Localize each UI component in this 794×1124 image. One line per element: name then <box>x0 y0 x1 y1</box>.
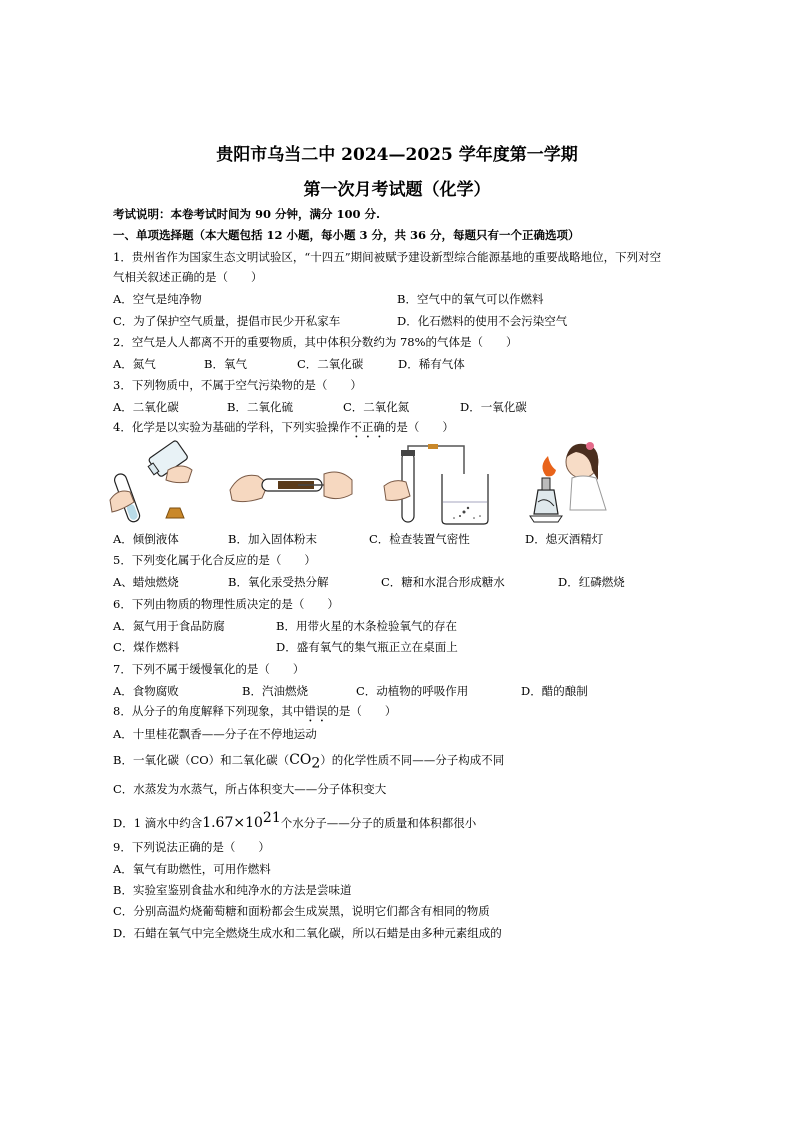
question-8-stem <box>113 704 396 725</box>
question-1-stem-line2: 气相关叙述正确的是（ ） <box>113 270 263 284</box>
question-7-option-c: C．动植物的呼吸作用 <box>356 684 469 698</box>
question-8-option-a: A．十里桂花飘香——分子在不停地运动 <box>113 727 317 741</box>
question-4-option-c: C．检查装置气密性 <box>369 532 470 546</box>
question-6-option-a: A．氮气用于食品防腐 <box>113 619 225 633</box>
question-8-option-d <box>113 811 476 830</box>
question-3-option-c: C．二氧化氮 <box>343 400 410 414</box>
exam-instructions: 考试说明：本卷考试时间为 90 分钟，满分 100 分. <box>113 207 381 221</box>
question-8-emphasis: 错误 <box>304 704 328 718</box>
question-6-option-c: C．煤作燃料 <box>113 640 180 654</box>
question-7-option-d: D．醋的酿制 <box>521 684 588 698</box>
exam-subtitle: 第一次月考试题（化学） <box>303 180 491 200</box>
question-5-option-b: B．氧化汞受热分解 <box>228 575 329 589</box>
question-3-stem: 3．下列物质中，不属于空气污染物的是（ ） <box>113 378 362 392</box>
question-8-option-b-end: ）的化学性质不同——分子构成不同 <box>320 753 505 767</box>
exam-title: 贵阳市乌当二中 2024—2025 学年度第一学期 <box>216 145 578 165</box>
question-1-option-a: A．空气是纯净物 <box>113 292 202 306</box>
co2-formula: CO <box>289 752 312 768</box>
question-4-option-b: B．加入固体粉末 <box>228 532 317 546</box>
question-1-stem-line1: 1．贵州省作为国家生态文明试验区，“十四五”期间被赋予建设新型综合能源基地的重要战略地位，下列对空 <box>113 250 662 264</box>
question-4-emphasis: 不正确 <box>350 420 385 434</box>
question-4-stem-text: 4．化学是以实验为基础的学科，下列实验操作 <box>113 420 351 434</box>
question-2-stem: 2．空气是人人都离不开的重要物质，其中体积分数约为 78%的气体是（ ） <box>113 335 518 349</box>
question-7-stem: 7．下列不属于缓慢氧化的是（ ） <box>113 662 305 676</box>
question-9-option-d: D．石蜡在氧气中完全燃烧生成水和二氧化碳，所以石蜡是由多种元素组成的 <box>113 926 502 940</box>
question-7-option-a: A．食物腐败 <box>113 684 179 698</box>
question-5-option-d: D．红磷燃烧 <box>558 575 625 589</box>
question-2-option-c: C．二氧化碳 <box>297 357 364 371</box>
question-5-option-c: C．糖和水混合形成糖水 <box>381 575 505 589</box>
question-8-option-d-text: D．1 滴水中约含 <box>113 815 203 830</box>
section-heading: 一、单项选择题（本大题包括 12 小题，每小题 3 分，共 36 分，每题只有一个正确选项） <box>113 228 580 242</box>
question-4-option-d: D．熄灭酒精灯 <box>525 532 604 546</box>
question-5-option-a: A、蜡烛燃烧 <box>113 575 179 589</box>
co2-subscript: 2 <box>311 755 321 772</box>
question-8-option-b-text: B．一氧化碳（CO）和二氧化碳（ <box>113 753 290 767</box>
question-9-option-c: C．分别高温灼烧葡萄糖和面粉都会生成炭黑，说明它们都含有相同的物质 <box>113 904 490 918</box>
airtightness-check-illustration <box>380 444 490 526</box>
question-4-stem <box>113 420 454 441</box>
question-9-option-b: B．实验室鉴别食盐水和纯净水的方法是尝味道 <box>113 883 352 897</box>
question-9-stem: 9．下列说法正确的是（ ） <box>113 840 270 854</box>
question-6-option-d: D．盛有氧气的集气瓶正立在桌面上 <box>276 640 458 654</box>
pour-liquid-illustration <box>108 440 198 528</box>
question-1-option-b: B．空气中的氧气可以作燃料 <box>397 292 544 306</box>
question-5-stem: 5．下列变化属于化合反应的是（ ） <box>113 553 316 567</box>
molecule-count-exponent: 21 <box>262 810 281 826</box>
question-9-option-a: A．氧气有助燃性，可用作燃料 <box>113 862 271 876</box>
question-6-option-b: B．用带火星的木条检验氧气的存在 <box>276 619 457 633</box>
question-1-option-c: C．为了保护空气质量，提倡市民少开私家车 <box>113 314 341 328</box>
question-8-stem-end: 的是（ ） <box>327 704 397 718</box>
question-8-option-b <box>113 753 504 770</box>
question-8-option-c: C．水蒸发为水蒸气，所占体积变大——分子体积变大 <box>113 782 387 796</box>
question-2-option-b: B．氧气 <box>204 357 247 371</box>
question-2-option-a: A．氮气 <box>113 357 156 371</box>
question-6-stem: 6．下列由物质的物理性质决定的是（ ） <box>113 597 339 611</box>
question-3-option-a: A．二氧化碳 <box>113 400 179 414</box>
question-4-stem-end: 的是（ ） <box>384 420 454 434</box>
question-8-stem-text: 8．从分子的角度解释下列现象，其中 <box>113 704 305 718</box>
molecule-count-number: 1.67×10 <box>202 814 263 831</box>
question-3-option-d: D．一氧化碳 <box>460 400 527 414</box>
question-7-option-b: B．汽油燃烧 <box>242 684 308 698</box>
add-powder-illustration <box>228 462 356 510</box>
question-3-option-b: B．二氧化硫 <box>227 400 293 414</box>
question-8-option-d-end: 个水分子——分子的质量和体积都很小 <box>280 815 477 830</box>
question-2-option-d: D．稀有气体 <box>398 357 465 371</box>
extinguish-lamp-illustration <box>520 440 612 528</box>
question-4-option-a: A．倾倒液体 <box>113 532 179 546</box>
question-1-option-d: D．化石燃料的使用不会污染空气 <box>397 314 568 328</box>
